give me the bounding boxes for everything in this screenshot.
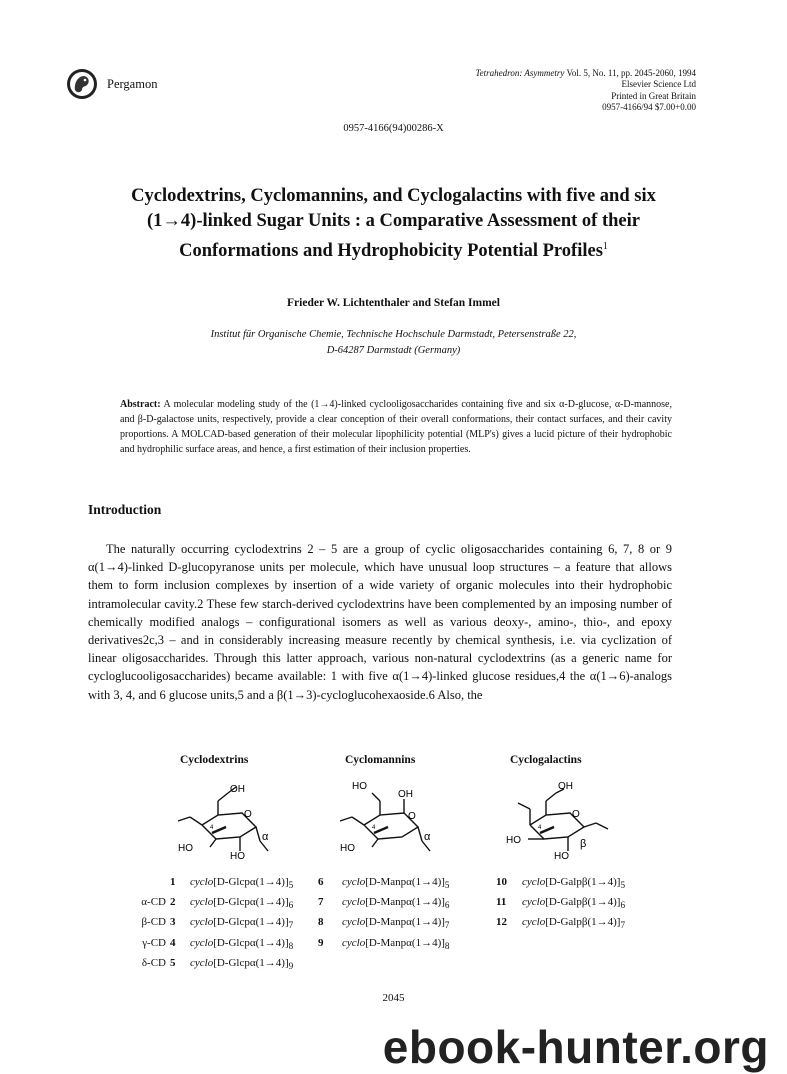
glucose-c4-label: 4 [210,825,214,831]
page-number: 2045 [382,992,405,1004]
glucose-oh-label: OH [230,784,245,795]
compound-row: 7 $cyclo[D-Manp\alpha(1\to 4)]_6$ [318,896,450,911]
journal-details: Vol. 5, No. 11, pp. 2045-2060, 1994 [564,68,696,78]
paper-title [60,184,727,264]
authors: Frieder W. Lichtenthaler and Stefan Immel [287,297,500,309]
compound-row: 11 $cyclo[D-Galp\beta(1\to 4)]_6$ [496,896,626,911]
cyclomannin-compound-list [318,874,449,955]
compound-row: 8 $cyclo[D-Manp\alpha(1\to 4)]_7$ [318,916,450,931]
galactose-anomer-label: β [580,838,587,850]
galactose-oh-label: OH [558,781,573,792]
document-id: 0957-4166(94)00286-X [343,123,444,134]
affiliation-line-2: D-64287 Darmstadt (Germany) [326,345,461,356]
cyclomannins-heading: Cyclomannins [345,754,416,766]
glucose-anomer-label: α [262,831,269,843]
galactose-ho-label: HO [506,835,521,846]
mannose-ho-top-label: HO [352,781,367,792]
abstract-text: A molecular modeling study of the (1→4)-linked cyclooligosaccharides containing five and six α-D-glucose, α-D-mannose, and β-D-galactose units, respectively, provide a clear conception of their overall conformations, their contact surfaces, and their cavity proportions. A MOLCAD-based generation of their molecular lipophilicity potential (MLP's) gives a lucid picture of their hydrophobic and hydrophilic surface areas, and hence, a first estimation of their inclusion properties. [120,399,672,455]
compound-row: 10 $cyclo[D-Galp\beta(1\to 4)]_5$ [496,876,626,891]
mannose-structure [322,775,462,870]
title-footnote: 1 [602,241,608,252]
cyclodextrin-compound-list [140,874,293,975]
compound-row: α-CD 2 $cyclo[D-Glcp\alpha(1\to 4)]_6$ [141,896,294,911]
intro-paragraph: The naturally occurring cyclodextrins 2 – 5 are a group of cyclic oligosaccharides containing 6, 7, 8 or 9 α(1→4)-linked D-glucopyranose units per molecule, which have unusual loop structures – a feature that allows them to form inclusion complexes by insertion of a wide variety of organic molecules into their hydrophobic intramolecular cavity.2 These few starch-derived cyclodextrins have been complemented by an imposing number of chemically modified analogs – configurational isomers as well as various deoxy-, amino-, thio-, and epoxy derivatives2c,3 – and in considerably increasing measure recently by chemical synthesis, i.e. via cyclization of linear oligosaccharides. Through this latter approach, various non-natural cyclodextrins (as a generic name for cycloglucooligosaccharides) became available: 1 with five α(1→4)-linked glucose residues,4 the α(1→6)-analogs with 3, 4, and 6 glucose units,5 and a β(1→3)-cycloglucohexaoside.6 Also, the [88,542,672,702]
abstract-label: Abstract: [120,399,161,410]
journal-line-3: Printed in Great Britain [611,90,696,101]
mannose-ring-oxygen: O [408,811,416,822]
section-heading: Introduction [88,502,162,517]
affiliation [0,327,787,359]
title-line-1: Cyclodextrins, Cyclomannins, and Cyclogalactins with five and six [131,186,656,206]
mannose-oh-label: OH [398,789,413,800]
glucose-ho-bottom-label: HO [230,851,245,862]
compound-row: 1 $cyclo[D-Glcp\alpha(1\to 4)]_5$ [170,876,294,891]
mannose-anomer-label: α [424,831,431,843]
abstract [120,397,672,457]
publisher-logo-icon [66,68,98,100]
compound-row: γ-CD 4 $cyclo[D-Glcp\alpha(1\to 4)]_8$ [142,936,294,951]
journal-name: Tetrahedron: Asymmetry [475,68,565,78]
compound-row: δ-CD 5 $cyclo[D-Glcp\alpha(1\to 4)]_9$ [141,956,294,971]
cyclogalactins-heading: Cyclogalactins [510,754,582,766]
compound-row: 6 $cyclo[D-Manp\alpha(1\to 4)]_5$ [318,876,450,891]
glucose-ring-oxygen: O [244,809,252,820]
journal-info [475,68,696,113]
compound-row: 12 $cyclo[D-Galp\beta(1\to 4)]_7$ [496,916,626,931]
watermark: ebook-hunter.org [382,1021,769,1073]
galactose-ho-bottom-label: HO [554,851,569,862]
galactose-ring-oxygen: O [572,809,580,820]
galactose-structure [498,775,638,870]
title-line-3: Conformations and Hydrophobicity Potential Profiles [179,241,603,262]
compound-row: β-CD 3 $cyclo[D-Glcp\alpha(1\to 4)]_7$ [141,916,294,931]
galactose-c4-label: 4 [538,825,542,831]
journal-line-2: Elsevier Science Ltd [621,79,696,90]
affiliation-line-1: Institut für Organische Chemie, Technische Hochschule Darmstadt, Petersenstraße 22, [210,329,577,340]
glucose-structure [160,775,300,870]
compound-row: 9 $cyclo[D-Manp\alpha(1\to 4)]_8$ [318,936,450,951]
mannose-c4-label: 4 [372,825,376,831]
cyclodextrins-heading: Cyclodextrins [180,754,249,766]
publisher-name: Pergamon [107,77,158,91]
journal-line-4: 0957-4166/94 $7.00+0.00 [602,101,696,112]
cyclogalactin-compound-list [496,874,625,935]
title-line-2: (1→4)-linked Sugar Units : a Comparative Assessment of their [147,211,640,231]
glucose-ho-label: HO [178,843,193,854]
mannose-ho-label: HO [340,843,355,854]
